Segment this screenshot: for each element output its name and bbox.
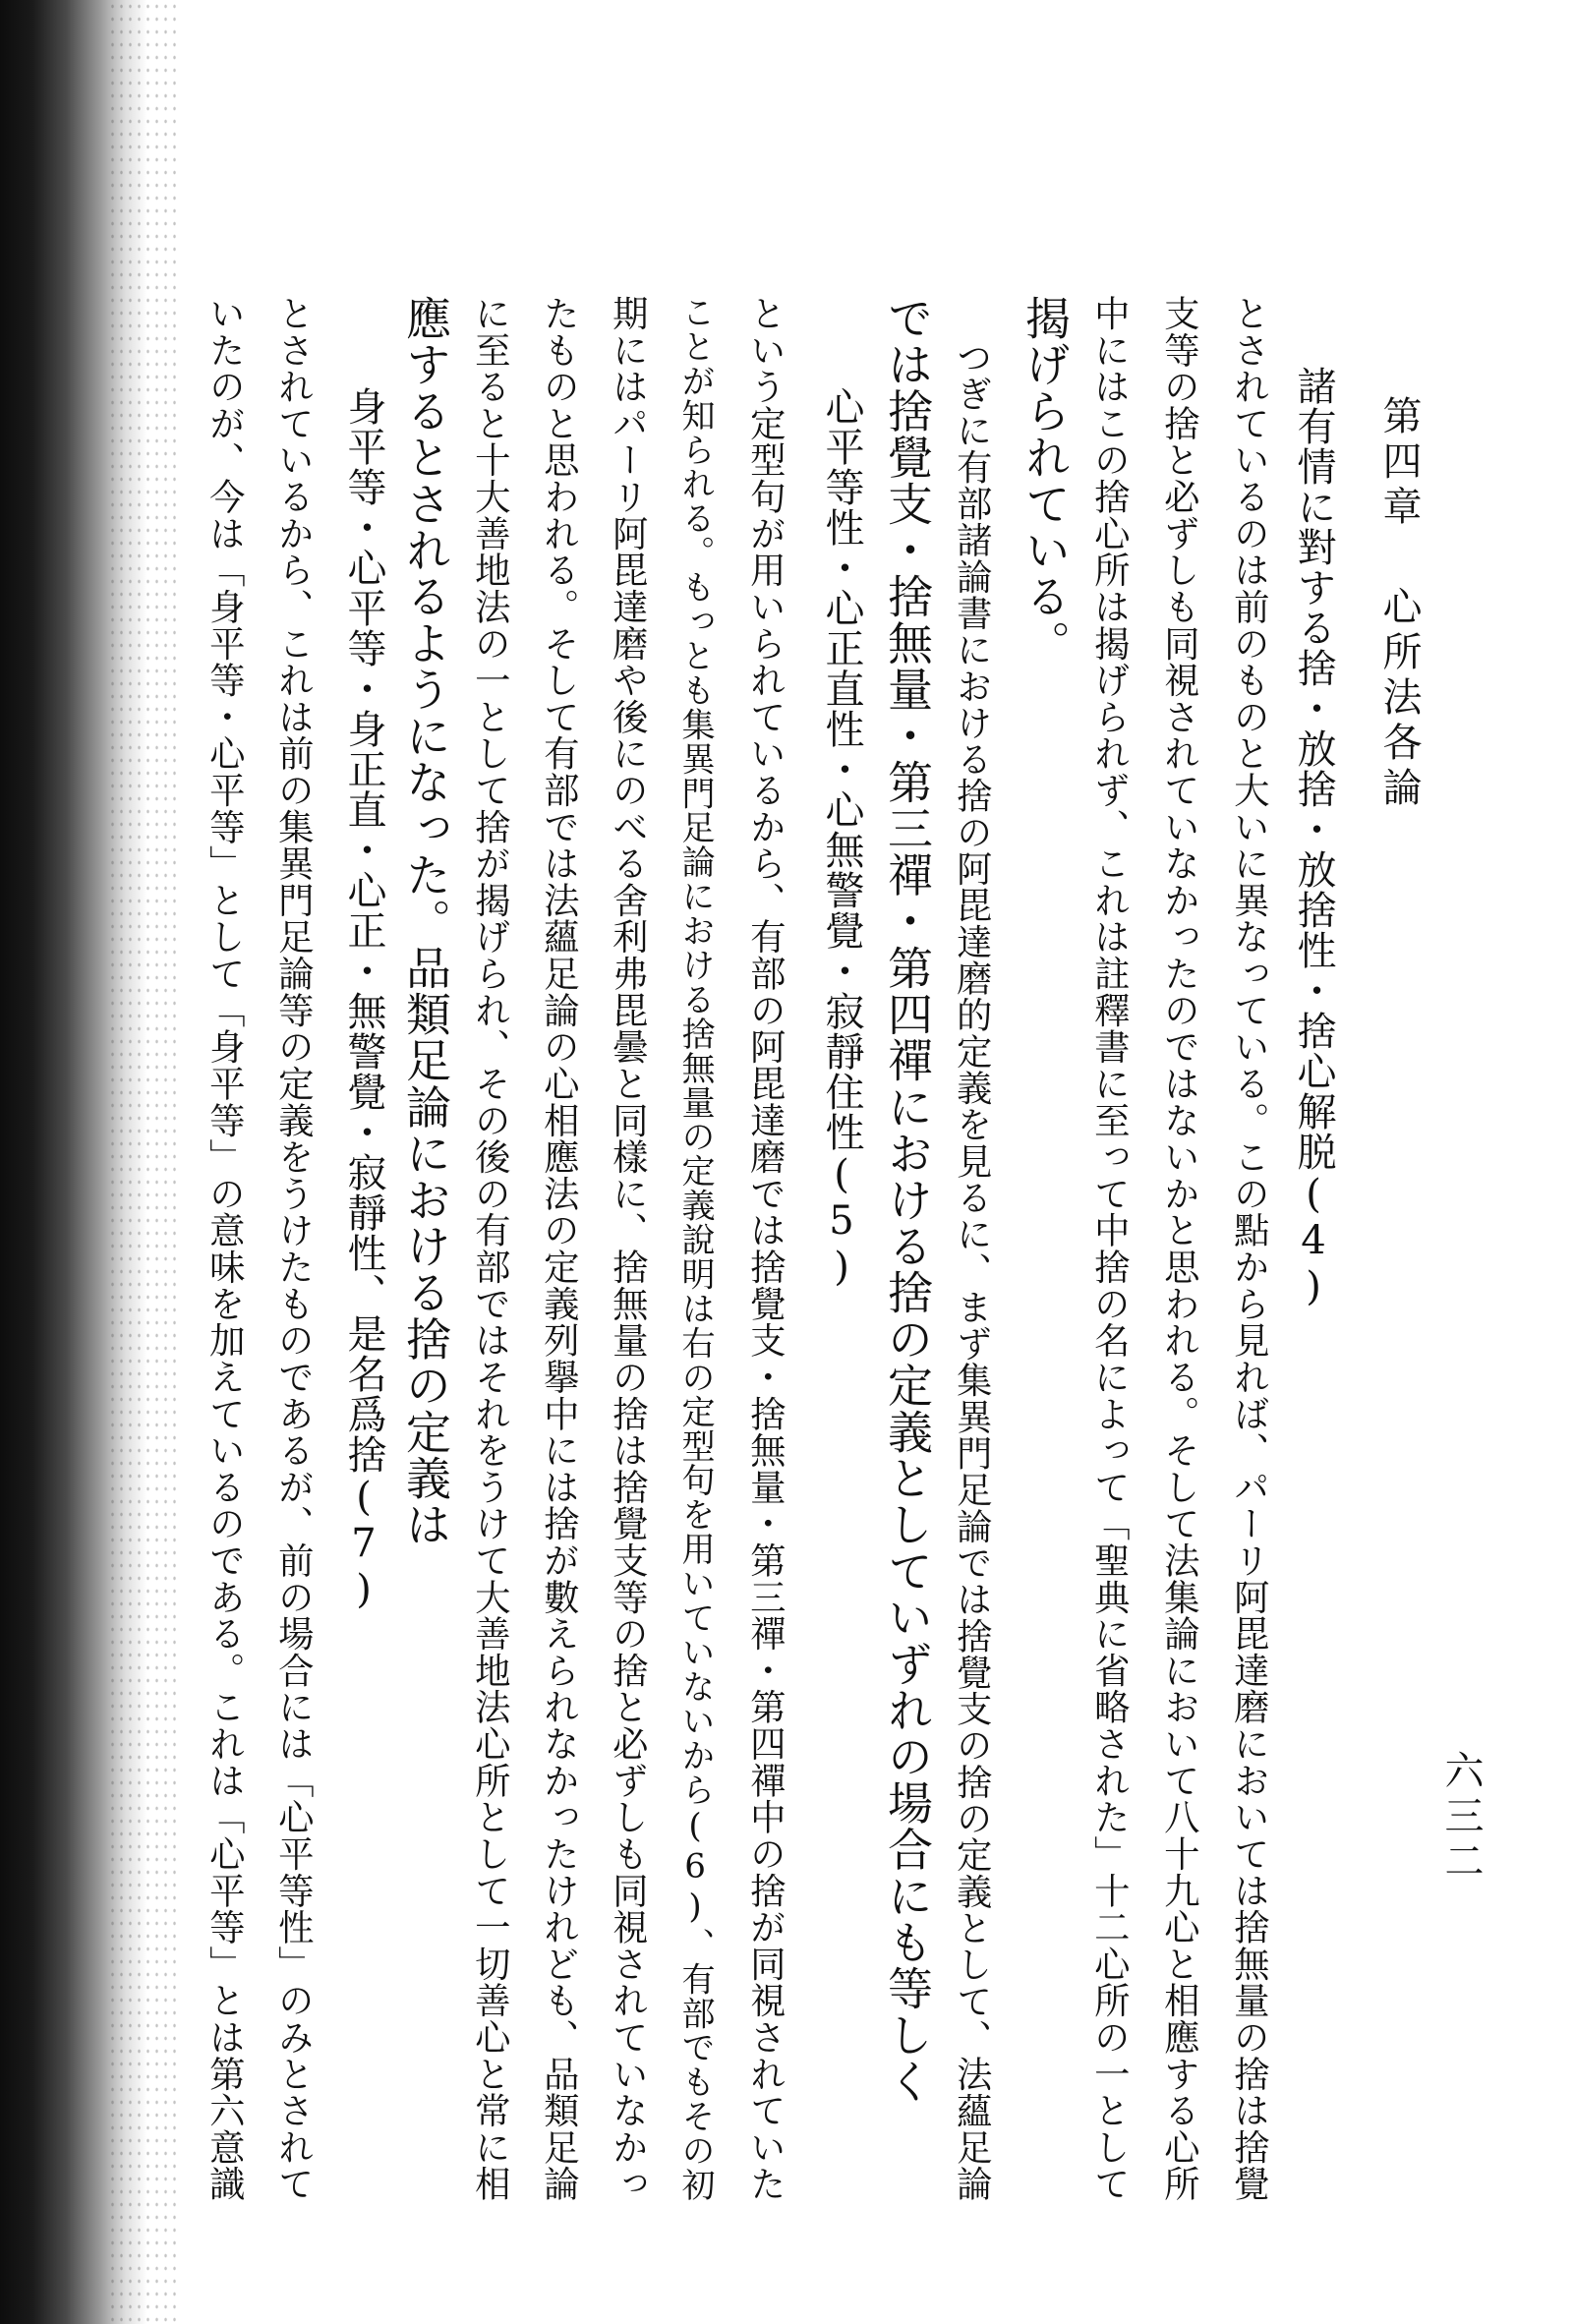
- text-column: とされているのは前のものと大いに異なっている。この點から見れば、パーリ阿毘達磨においては捨無量の捨は捨覺: [1228, 295, 1271, 2203]
- text-column: 中にはこの捨心所は揭げられず、これは註釋書に至って中捨の名によって「聖典に省略された」十二心所の一として: [1088, 295, 1132, 2203]
- chapter-title: 第四章: [1376, 395, 1422, 531]
- text-column: たものと思われる。そして有部では法蘊足論の心相應法の定義列擧中には捨が數えられなかったけれども、品類足論: [538, 295, 581, 2203]
- page-number: 六三二: [1438, 1750, 1484, 1886]
- text-column: 揭げられている。: [1019, 295, 1072, 667]
- section-title: 心所法各論: [1376, 586, 1422, 812]
- text-column: に至ると十大善地法の一として捨が揭げられ、その後の有部ではそれをうけて大善地法心所として一切善心と常に相: [469, 295, 512, 2203]
- text-column: つぎに有部諸論書における捨の阿毘達磨的定義を見るに、まず集異門足論では捨覺支の捨の定義として、法蘊足論: [951, 339, 994, 2202]
- text-column: 支等の捨と必ずしも同視されていなかったのではないかと思われる。そして法集論において八十九心と相應する心所: [1158, 295, 1201, 2203]
- text-column: 應するとされるようになった。品類足論における捨の定義は: [399, 295, 452, 1548]
- scan-noise: [108, 0, 177, 2324]
- text-column: という定型句が用いられているから、有部の阿毘達磨では捨覺支・捨無量・第三禪・第四禪中の捨が同視されていた: [744, 295, 787, 2203]
- text-column: いたのが、今は「身平等・心平等」として「身平等」の意味を加えているのである。これは「心平等」とは第六意識: [204, 295, 247, 2203]
- text-column: とされているから、これは前の集異門足論等の定義をうけたものであるが、前の場合には「心平等性」のみとされて: [272, 295, 316, 2203]
- quoted-definition: 心平等性・心正直性・心無警覺・寂靜住性(5): [819, 386, 864, 1291]
- text-column: では捨覺支・捨無量・第三禪・第四禪における捨の定義としていずれの場合にも等しく: [881, 295, 934, 2105]
- text-column: 期にはパーリ阿毘達磨や後にのべる舍利弗毘曇と同樣に、捨無量の捨は捨覺支等の捨と必ずしも同視されていなかっ: [607, 295, 650, 2203]
- text-column: ことが知られる。もっとも集異門足論における捨無量の定義說明は右の定型句を用いていないから(6)、有部でもその初: [675, 295, 716, 2202]
- subheading: 諸有情に對する捨・放捨・放捨性・捨心解脱(4): [1291, 366, 1336, 1310]
- quoted-definition: 身平等・心平等・身正直・心正・無警覺・寂靜性、是名爲捨(7): [341, 386, 386, 1613]
